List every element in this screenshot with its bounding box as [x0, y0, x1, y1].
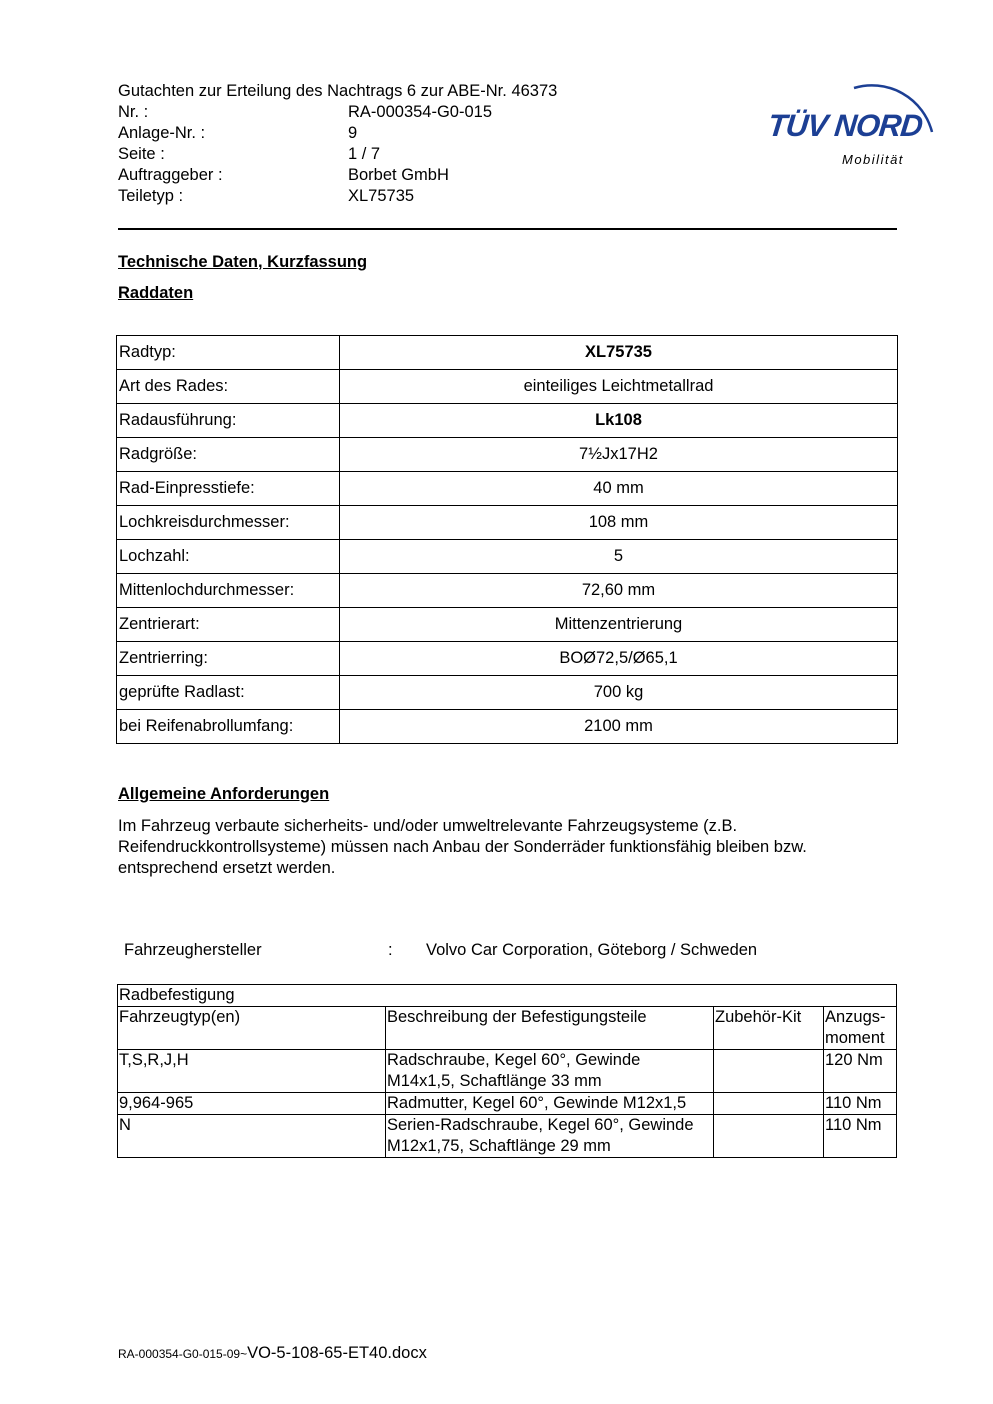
row-key: Radtyp:	[117, 336, 340, 370]
header-divider	[118, 228, 897, 230]
cell-typ: T,S,R,J,H	[118, 1050, 386, 1093]
row-value: 700 kg	[340, 676, 898, 710]
row-value: einteiliges Leichtmetallrad	[340, 370, 898, 404]
footer-filename: VO-5-108-65-ET40.docx	[247, 1344, 427, 1362]
header-key: Seite :	[118, 145, 165, 163]
table-row	[117, 574, 898, 608]
row-key: Zentrierart:	[117, 608, 340, 642]
header-row-anlage	[118, 123, 557, 144]
row-value: Lk108	[340, 404, 898, 438]
footer	[118, 1344, 427, 1363]
header-value: Borbet GmbH	[348, 166, 449, 184]
cell-typ: N	[118, 1115, 386, 1158]
row-key: Lochzahl:	[117, 540, 340, 574]
table-row	[117, 642, 898, 676]
row-value: Mittenzentrierung	[340, 608, 898, 642]
row-key: Art des Rades:	[117, 370, 340, 404]
cell-desc: Radmutter, Kegel 60°, Gewinde M12x1,5	[386, 1093, 714, 1115]
cell-typ: 9,964-965	[118, 1093, 386, 1115]
row-value: XL75735	[340, 336, 898, 370]
header-value: RA-000354-G0-015	[348, 103, 493, 121]
column-header: Beschreibung der Befestigungsteile	[386, 1007, 714, 1050]
table-title-row	[118, 985, 897, 1007]
row-key: Rad-Einpresstiefe:	[117, 472, 340, 506]
header-row-nr	[118, 102, 557, 123]
header-value: 1 / 7	[348, 145, 381, 163]
anforderungen-text: Im Fahrzeug verbaute sicherheits- und/oder umweltrelevante Fahrzeugsysteme (z.B. Reifendruckkontrollsysteme) müssen nach Anbau der Sonderräder funktionsfähig bleiben bzw. entsprechend ersetzt werden.	[118, 817, 807, 877]
table-row	[117, 472, 898, 506]
table-row	[117, 540, 898, 574]
manufacturer-colon: :	[388, 941, 393, 959]
header-key: Anlage-Nr. :	[118, 124, 206, 142]
row-key: bei Reifenabrollumfang:	[117, 710, 340, 744]
column-header: Fahrzeugtyp(en)	[118, 1007, 386, 1050]
header-key: Nr. :	[118, 103, 149, 121]
header-value: XL75735	[348, 187, 415, 205]
header-row-teiletyp	[118, 186, 557, 207]
cell-moment: 110 Nm	[824, 1093, 897, 1115]
row-key: geprüfte Radlast:	[117, 676, 340, 710]
header-title: Gutachten zur Erteilung des Nachtrags 6 zur ABE-Nr. 46373	[118, 82, 558, 100]
header-row-auftraggeber	[118, 165, 557, 186]
raddaten-table	[116, 335, 898, 744]
header-row-seite	[118, 144, 557, 165]
radbefestigung-table	[117, 984, 897, 1158]
row-key: Lochkreisdurchmesser:	[117, 506, 340, 540]
row-value: 72,60 mm	[340, 574, 898, 608]
logo-subtitle: Mobilität	[842, 152, 904, 167]
raddaten-title: Raddaten	[118, 284, 194, 302]
table-row	[117, 370, 898, 404]
table-row	[118, 1050, 897, 1093]
table-row	[118, 1115, 897, 1158]
manufacturer-line	[124, 941, 757, 960]
row-value: 108 mm	[340, 506, 898, 540]
manufacturer-value: Volvo Car Corporation, Göteborg / Schweden	[426, 941, 758, 959]
table-row	[117, 404, 898, 438]
row-value: BOØ72,5/Ø65,1	[340, 642, 898, 676]
table-row	[118, 1093, 897, 1115]
row-value: 2100 mm	[340, 710, 898, 744]
header-value: 9	[348, 124, 358, 142]
header-key: Teiletyp :	[118, 187, 184, 205]
footer-prefix: RA-000354-G0-015-09~	[118, 1347, 248, 1361]
table-header-row	[118, 1007, 897, 1050]
row-key: Mittenlochdurchmesser:	[117, 574, 340, 608]
row-value: 5	[340, 540, 898, 574]
header-key: Auftraggeber :	[118, 166, 223, 184]
tuv-nord-logo	[760, 58, 940, 173]
column-header: Zubehör-Kit	[714, 1007, 824, 1050]
row-value: 40 mm	[340, 472, 898, 506]
cell-kit	[714, 1115, 824, 1158]
table-row	[117, 438, 898, 472]
table-row	[117, 676, 898, 710]
table-row	[117, 710, 898, 744]
logo-text: TÜV NORD	[766, 108, 924, 143]
cell-kit	[714, 1093, 824, 1115]
row-value: 7½Jx17H2	[340, 438, 898, 472]
row-key: Radausführung:	[117, 404, 340, 438]
cell-desc: Serien-Radschraube, Kegel 60°, Gewinde M12x1,75, Schaftlänge 29 mm	[386, 1115, 714, 1158]
table-row	[117, 506, 898, 540]
column-header: Anzugs-moment	[824, 1007, 897, 1050]
radbefestigung-title: Radbefestigung	[118, 985, 897, 1007]
row-key: Zentrierring:	[117, 642, 340, 676]
table-row	[117, 336, 898, 370]
anforderungen-title: Allgemeine Anforderungen	[118, 785, 330, 803]
section-title: Technische Daten, Kurzfassung	[118, 253, 368, 271]
cell-kit	[714, 1050, 824, 1093]
manufacturer-label: Fahrzeughersteller	[124, 941, 262, 959]
cell-moment: 110 Nm	[824, 1115, 897, 1158]
document-header	[118, 81, 557, 207]
table-row	[117, 608, 898, 642]
cell-moment: 120 Nm	[824, 1050, 897, 1093]
cell-desc: Radschraube, Kegel 60°, Gewinde M14x1,5, Schaftlänge 33 mm	[386, 1050, 714, 1093]
row-key: Radgröße:	[117, 438, 340, 472]
